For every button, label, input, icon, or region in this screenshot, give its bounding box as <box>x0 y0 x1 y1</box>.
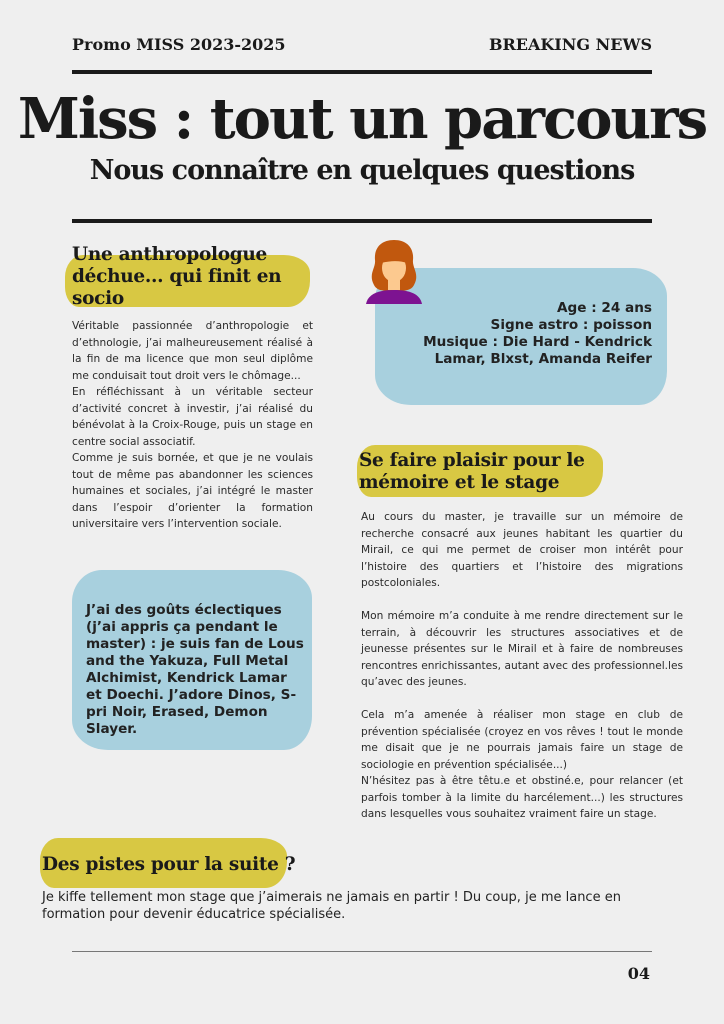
profile-age: Age : 24 ans <box>557 300 652 316</box>
section2-heading: Se faire plaisir pour le mémoire et le stage <box>359 450 585 493</box>
paragraph: N’hésitez pas à être têtu.e et obstiné.e, pour relancer (et parfois tomber à la limite du harcélement...) les structures dans lesquelles vous souhaitez vraiment faire un stage. <box>361 775 683 820</box>
paragraph: Comme je suis bornée, et que je ne voulais tout de même pas abandonner les sciences humaines et sociales, j’ai intégré le master dans l’espoir d’orienter la formation universitaire vers l’intervention sociale. <box>72 452 313 530</box>
tastes-text: J’ai des goûts éclectiques (j’ai appris ça pendant le master) : je suis fan de Lous and the Yakuza, Full Metal Alchimist, Kendrick Lamar et Doechi. J’adore Dinos, S-pri Noir, Erased, Demon Slayer. <box>86 602 304 737</box>
paragraph: En réfléchissant à un véritable secteur d’activité concret à investir, j’ai réalisé du bénévolat à la Croix-Rouge, puis un stage en centre social associatif. <box>72 386 313 448</box>
section1-heading: Une anthropologue déchue... qui finit en socio <box>72 244 282 309</box>
profile-music: Musique : Die Hard - Kendrick Lamar, Blxst, Amanda Reifer <box>423 334 652 367</box>
section2-body <box>361 509 683 823</box>
page-number: 04 <box>627 964 650 983</box>
header-breaking-news: BREAKING NEWS <box>488 35 652 54</box>
paragraph: Cela m’a amenée à réaliser mon stage en club de prévention spécialisée (croyez en vos rêves ! tout le monde me disait que je ne pourrais jamais faire un stage de sociologie en prévention spécialisée...) <box>361 709 683 771</box>
paragraph: Véritable passionnée d’anthropologie et d’ethnologie, j’ai malheureusement réalisé à la fin de ma licence que mon seul diplôme me conduisait tout droit vers le chômage... <box>72 320 313 382</box>
header-promo: Promo MISS 2023-2025 <box>72 35 286 54</box>
woman-avatar-icon <box>362 238 426 304</box>
title-rule <box>72 219 652 223</box>
paragraph: Au cours du master, je travaille sur un mémoire de recherche consacré aux jeunes habitant les quartier du Mirail, ce qui me permet de croiser mon intérêt pour l’histoire des quartiers et l’histoire des migrations postcoloniales. <box>361 511 683 589</box>
section3-text: Je kiffe tellement mon stage que j’aimerais ne jamais en partir ! Du coup, je me lance en formation pour devenir éducatrice spécialisée. <box>42 890 621 922</box>
top-rule <box>72 70 652 74</box>
profile-info <box>390 300 652 368</box>
profile-astro: Signe astro : poisson <box>490 317 652 333</box>
bottom-rule <box>72 951 652 952</box>
section3-heading: Des pistes pour la suite ? <box>42 854 296 875</box>
page-subtitle: Nous connaître en quelques questions <box>89 155 635 186</box>
section1-body <box>72 318 313 533</box>
page-title: Miss : tout un parcours <box>17 86 707 152</box>
paragraph: Mon mémoire m’a conduite à me rendre directement sur le terrain, à découvrir les structures associatives et de jeunesse présentes sur le Mirail et à faire de nombreuses rencontres enrichissantes, autant avec des professionnel.les qu’avec des jeunes. <box>361 610 683 688</box>
